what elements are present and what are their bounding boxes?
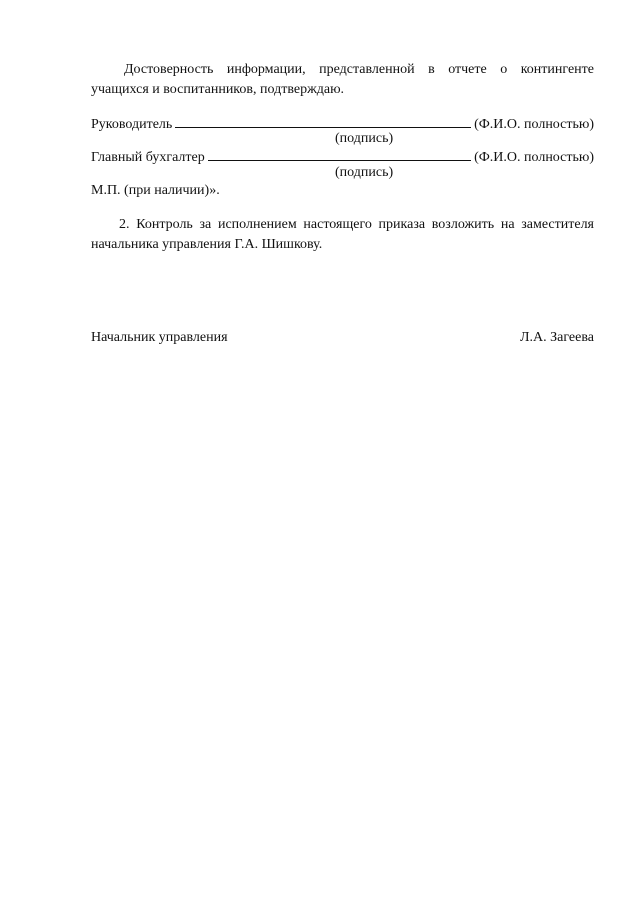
accountant-signature-blank (208, 147, 471, 161)
accountant-label: Главный бухгалтер (91, 150, 205, 165)
director-name-note: (Ф.И.О. полностью) (474, 117, 594, 132)
confirmation-paragraph (91, 60, 594, 100)
item-2-number: 2. (119, 217, 130, 232)
closing-signature (91, 328, 594, 348)
director-label: Руководитель (91, 117, 173, 132)
closing-name: Л.А. Загеева (520, 330, 594, 345)
signature-caption: (подпись) (335, 131, 394, 146)
director-signature-blank (175, 114, 471, 128)
stamp-note: М.П. (при наличии)». (91, 183, 220, 198)
item-2-text: Контроль за исполнением настоящего приказа возложить на заместителя начальника управления Г.А. Шишкову. (91, 217, 594, 252)
closing-position: Начальник управления (91, 330, 228, 345)
signature-caption: (подпись) (335, 165, 394, 180)
item-2-paragraph (91, 215, 594, 255)
confirmation-text: Достоверность информации, представленной в отчете о контингенте учащихся и воспитанников, подтверждаю. (91, 62, 594, 97)
accountant-name-note: (Ф.И.О. полностью) (474, 150, 594, 165)
